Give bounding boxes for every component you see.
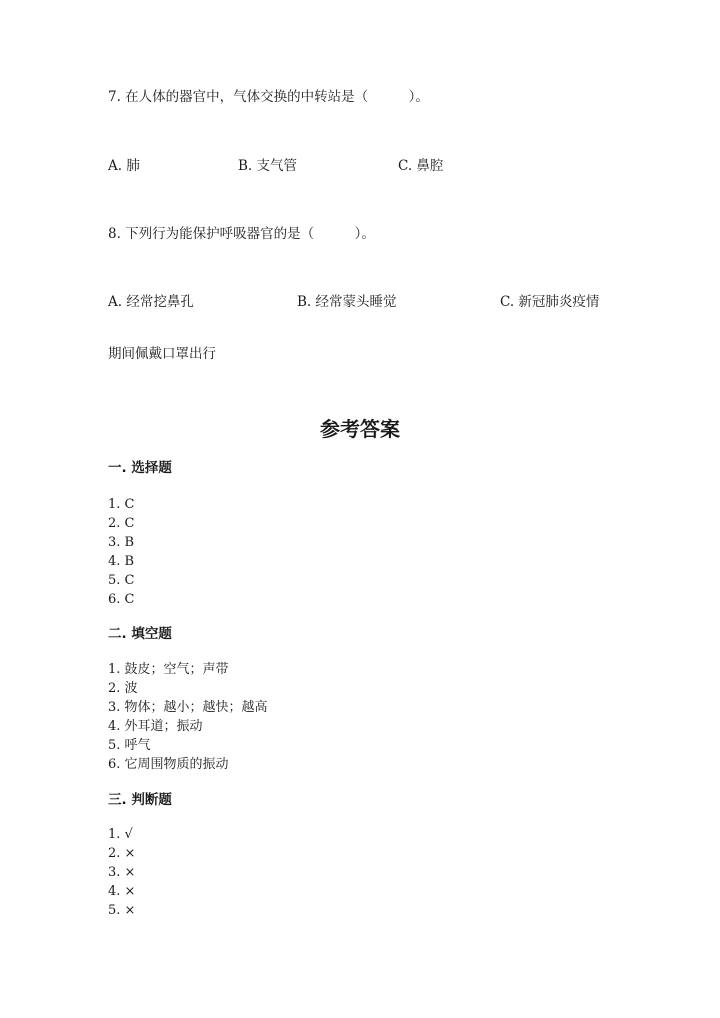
section-heading-fill-blank: 二. 填空题 [108, 626, 172, 642]
list-item: 4. B [108, 554, 135, 569]
true-false-answer-list [108, 825, 135, 920]
question-7-option-a: A. 肺 [108, 158, 140, 174]
section-heading-true-false: 三. 判断题 [108, 792, 172, 808]
question-7-option-c: C. 鼻腔 [398, 158, 444, 174]
list-item: 1. 鼓皮；空气；声带 [108, 662, 229, 677]
question-8-option-b: B. 经常蒙头睡觉 [297, 294, 397, 310]
question-8-option-c: C. 新冠肺炎疫情 [500, 294, 600, 310]
list-item: 5. 呼气 [108, 738, 151, 753]
list-item: 1. C [108, 497, 135, 512]
list-item: 5. × [108, 903, 136, 918]
question-8-stem: 8. 下列行为能保护呼吸器官的是（ ）。 [108, 226, 375, 242]
choice-answer-list [108, 495, 134, 609]
list-item: 4. 外耳道；振动 [108, 719, 203, 734]
list-item: 3. × [108, 865, 136, 880]
list-item: 2. × [108, 846, 136, 861]
question-7-stem: 7. 在人体的器官中，气体交换的中转站是（ ）。 [108, 89, 429, 105]
list-item: 2. 波 [108, 681, 138, 696]
list-item: 2. C [108, 516, 135, 531]
section-heading-choice: 一. 选择题 [108, 460, 172, 476]
list-item: 5. C [108, 573, 135, 588]
list-item: 3. 物体；越小；越快；越高 [108, 700, 268, 715]
fill-blank-answer-list [108, 660, 268, 774]
question-8-option-a: A. 经常挖鼻孔 [108, 294, 194, 310]
list-item: 4. × [108, 884, 136, 899]
list-item: 3. B [108, 535, 135, 550]
list-item: 6. 它周围物质的振动 [108, 757, 229, 772]
list-item: 1. √ [108, 827, 133, 842]
question-7-option-b: B. 支气管 [238, 158, 298, 174]
question-8-option-c-continuation: 期间佩戴口罩出行 [108, 346, 216, 362]
list-item: 6. C [108, 592, 135, 607]
answer-key-title: 参考答案 [320, 417, 400, 441]
